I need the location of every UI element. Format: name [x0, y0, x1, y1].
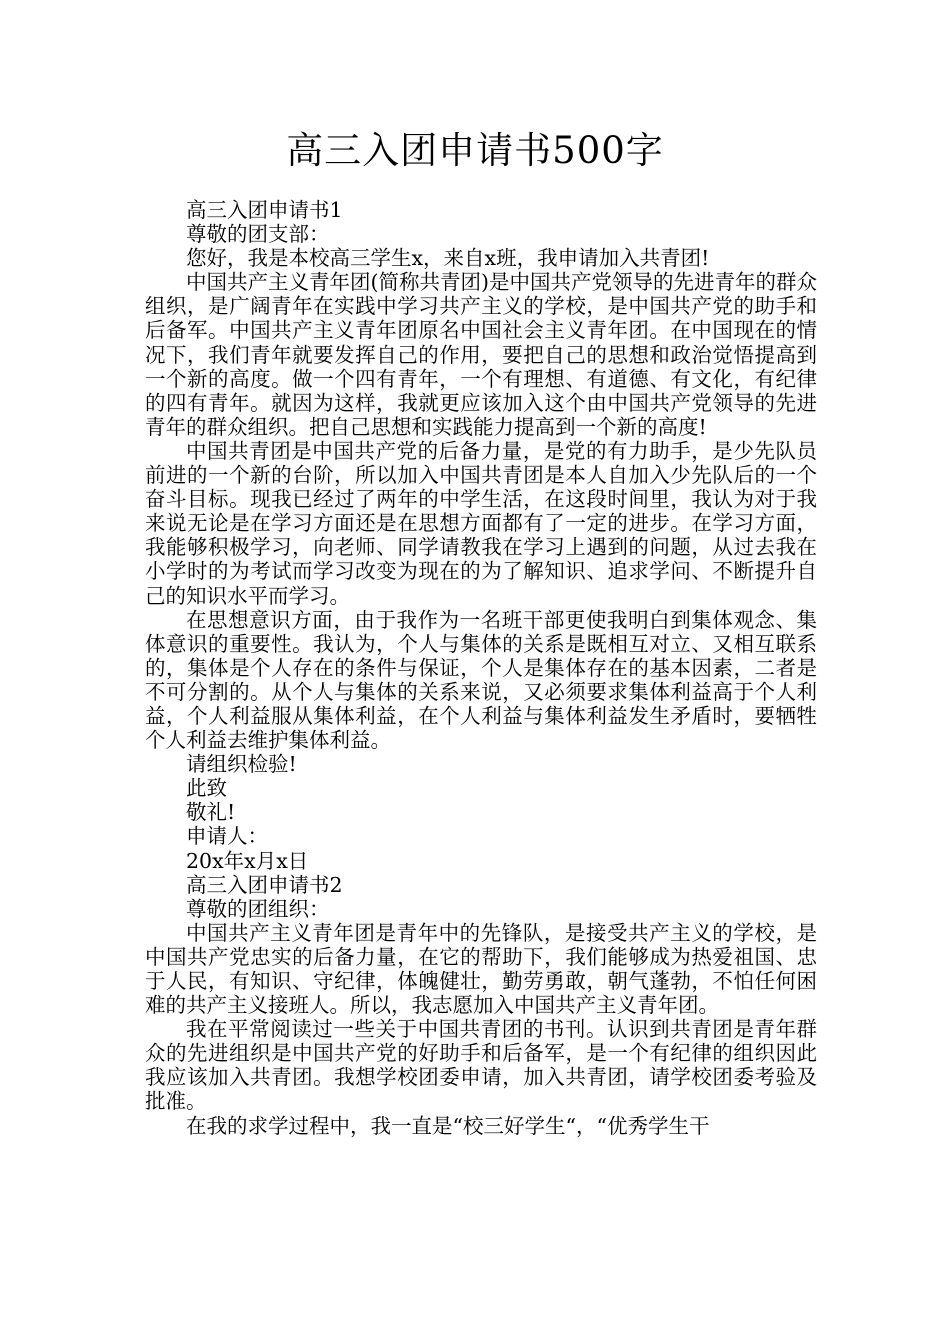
paragraph: 中国共青团是中国共产党的后备力量，是党的有力助手，是少先队员前进的一个新的台阶，所以加入中国共青团是本人自加入少先队后的一个奋斗目标。现我已经过了两年的中学生活，在这段时间里，我认为对于我来说无论是在学习方面还是在思想方面都有了一定的进步。在学习方面，我能够积极学习，向老师、同学请教我在学习上遇到的问题，从过去我在小学时的为考试而学习改变为现在的为了解知识、追求学问、不断提升自己的知识水平而学习。: [145, 438, 817, 608]
salutation-2: 尊敬的团组织：: [186, 896, 330, 921]
paragraph: 在思想意识方面，由于我作为一名班干部更使我明白到集体观念、集体意识的重要性。我认为，个人与集体的关系是既相互对立、又相互联系的，集体是个人存在的条件与保证，个人是集体存在的基本因素，二者是不可分割的。从个人与集体的关系来说，又必须要求集体利益高于个人利益，个人利益服从集体利益，在个人利益与集体利益发生矛盾时，要牺牲个人利益去维护集体利益。: [145, 607, 817, 753]
document-body: [145, 198, 817, 1138]
paragraph: 我在平常阅读过一些关于中国共青团的书刊。认识到共青团是青年群众的先进组织是中国共产党的好助手和后备军，是一个有纪律的组织因此我应该加入共青团。我想学校团委申请，加入共青团，请学校团委考验及批准。: [145, 1017, 817, 1114]
paragraph: 中国共产主义青年团是青年中的先锋队，是接受共产主义的学校，是中国共产党忠实的后备力量，在它的帮助下，我们能够成为热爱祖国、忠于人民，有知识、守纪律，体魄健壮，勤劳勇敢，朝气蓬勃，不怕任何困难的共产主义接班人。所以，我志愿加入中国共产主义青年团。: [145, 920, 817, 1018]
paragraph: 中国共产主义青年团(简称共青团)是中国共产党领导的先进青年的群众组织，是广阔青年在实践中学习共产主义的学校，是中国共产党的助手和后备军。中国共产主义青年团原名中国社会主义青年团。在中国现在的情况下，我们青年就要发挥自己的作用，要把自己的思想和政治觉悟提高到一个新的高度。做一个四有青年，一个有理想、有道德、有文化，有纪律的四有青年。就因为这样，我就更应该加入这个由中国共产党领导的先进青年的群众组织。把自己思想和实践能力提高到一个新的高度!: [145, 270, 817, 439]
applicant-label: 申请人：: [186, 824, 268, 849]
section-heading-2: 高三入团申请书2: [186, 872, 343, 897]
paragraph: 在我的求学过程中，我一直是“校三好学生“，“优秀学生干: [186, 1113, 710, 1138]
salutation-1: 尊敬的团支部：: [186, 222, 330, 247]
greeting-line: 您好，我是本校高三学生x，来自x班，我申请加入共青团!: [186, 246, 710, 271]
section-heading-1: 高三入团申请书1: [186, 198, 343, 222]
date-line: 20x年x月x日: [186, 848, 309, 873]
request-line: 请组织检验!: [186, 752, 297, 777]
document-title: 高三入团申请书500字: [286, 129, 664, 172]
closing-salute: 敬礼!: [186, 800, 236, 825]
closing-line: 此致: [186, 776, 227, 801]
